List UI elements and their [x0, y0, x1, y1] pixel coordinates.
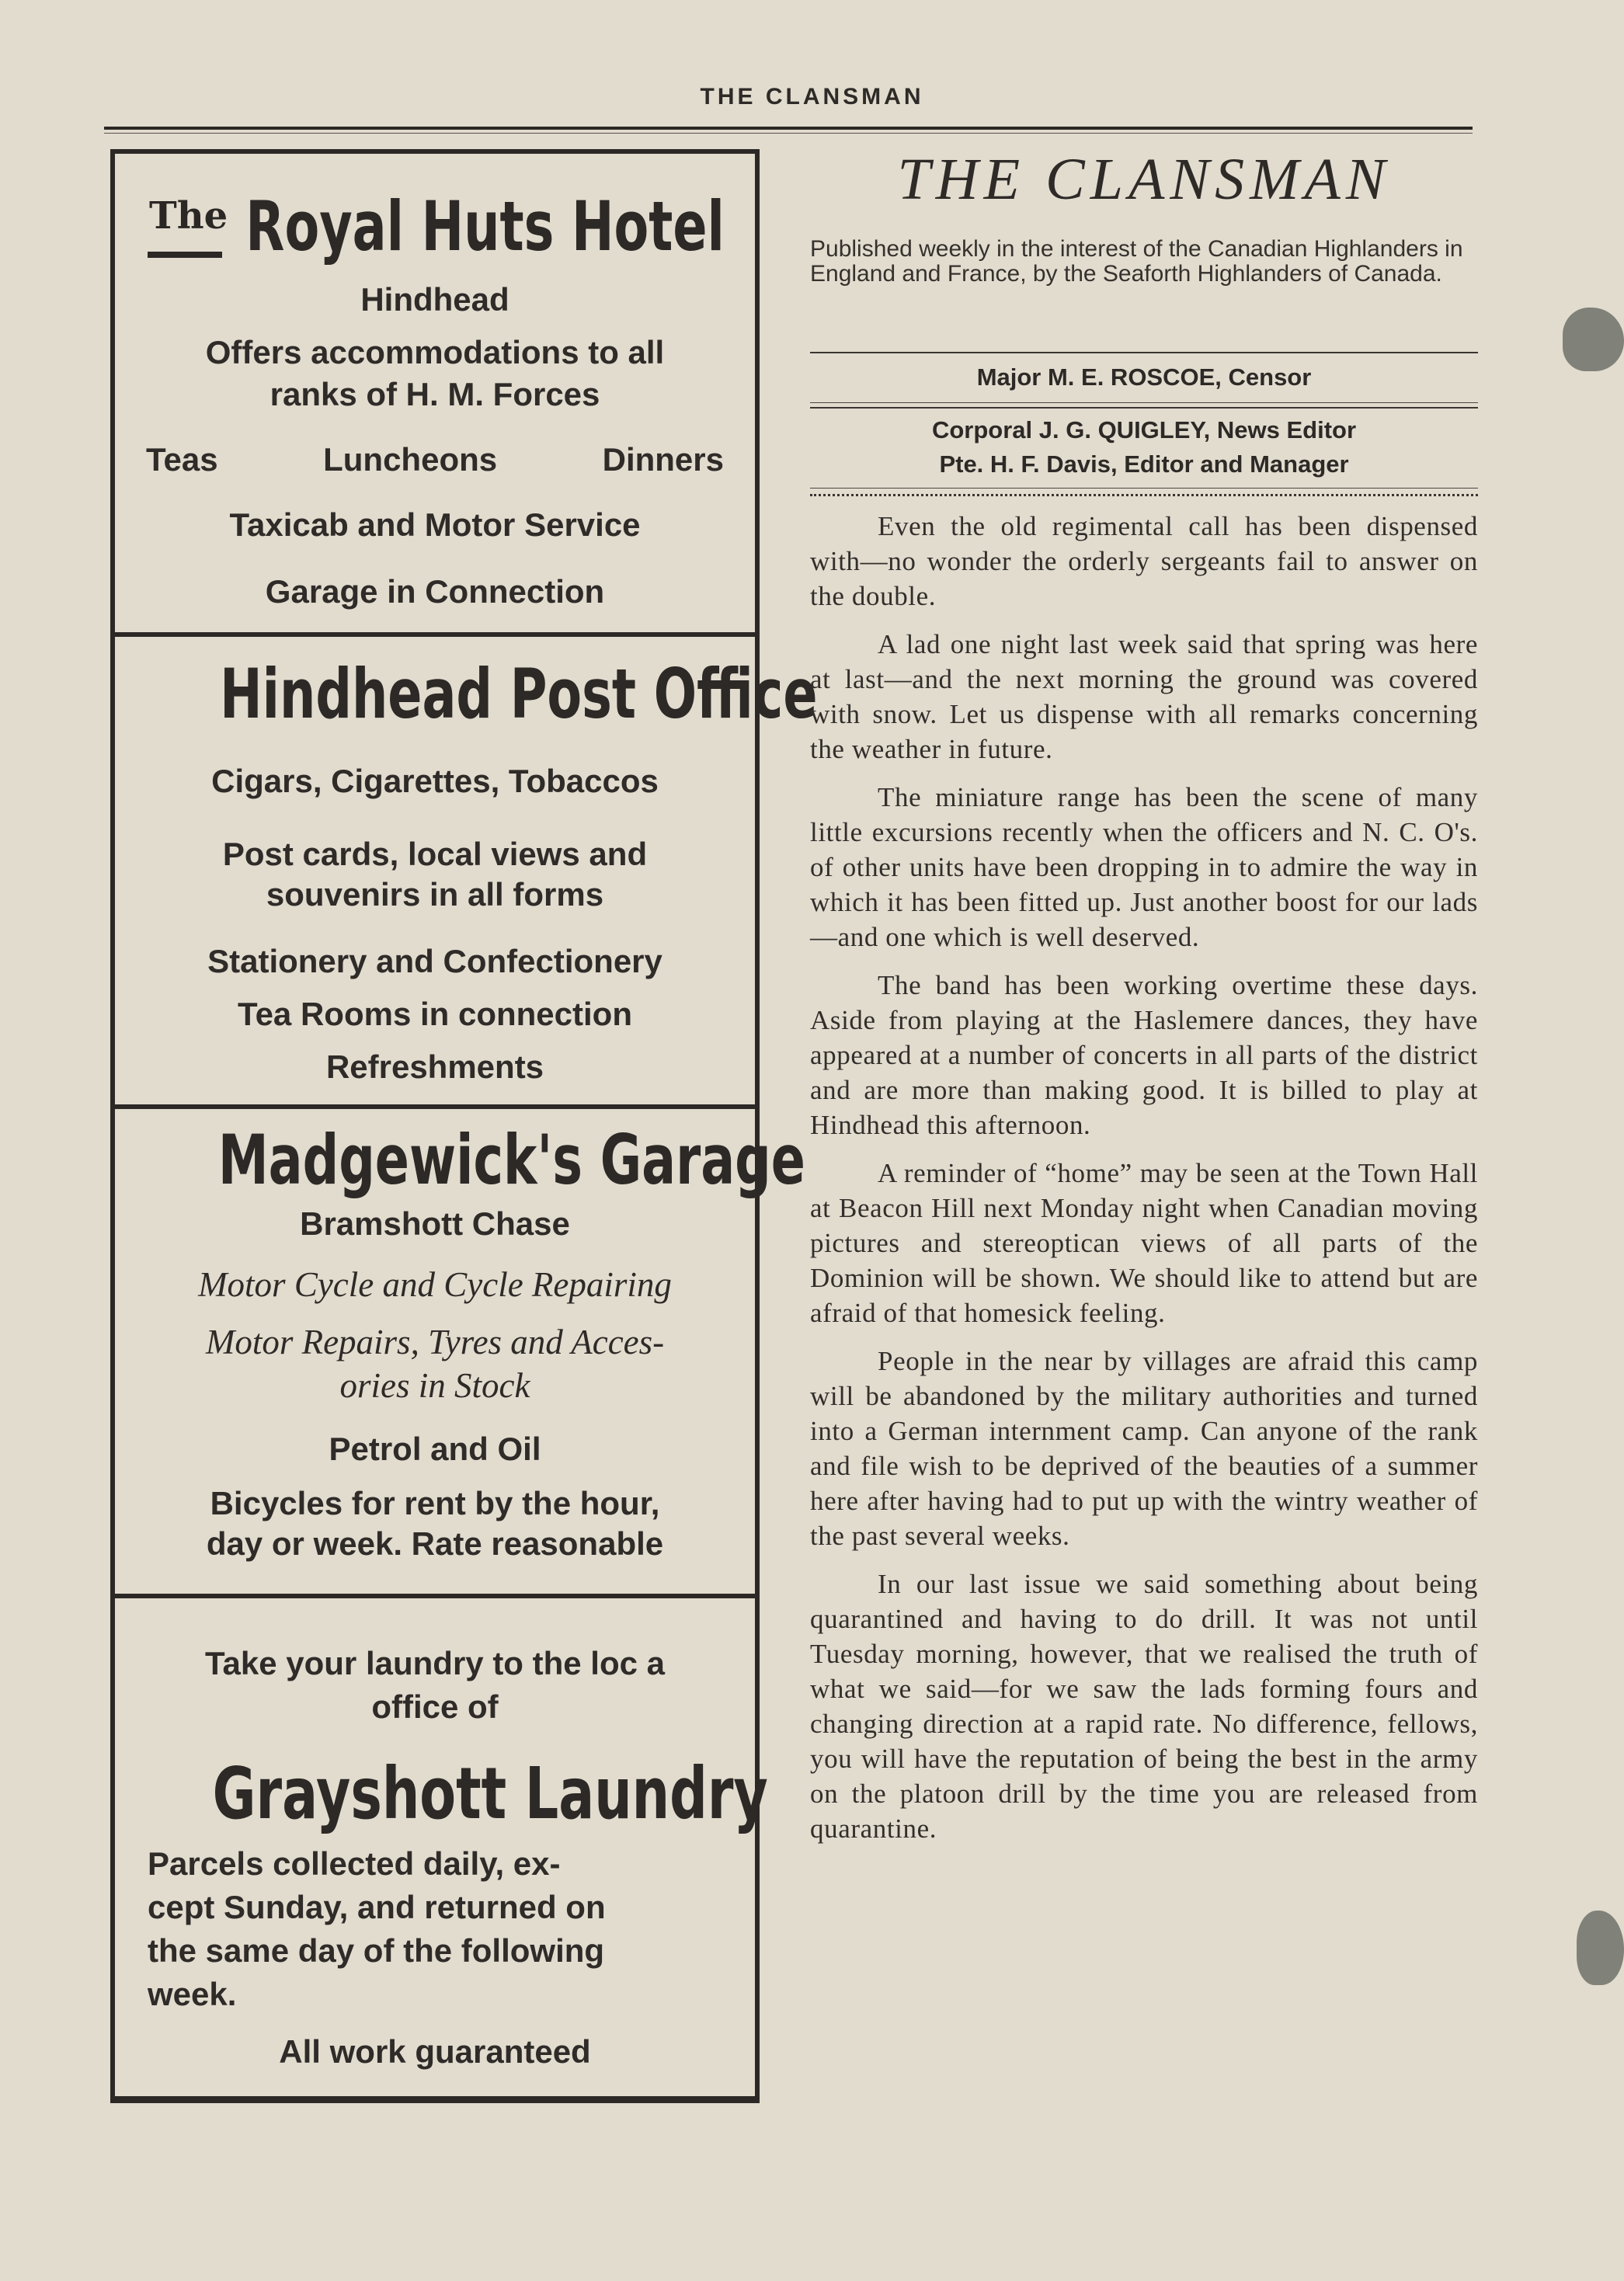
ad-title: Royal Huts Hotel	[245, 186, 725, 266]
ad-line: Petrol and Oil	[329, 1431, 541, 1467]
article-paragraph: The miniature range has been the scene of many little excursions recently when the officers and N. C. O's. of other units have been dropping in to admire the way in which it has been fitted up. Just another boost for our lads—and one which is well deserved.	[810, 782, 1478, 952]
staff-censor: Major M. E. ROSCOE, Censor	[976, 363, 1312, 391]
ad-title: Hindhead Post Office	[220, 654, 818, 734]
ad-line: Cigars, Cigarettes, Tobaccos	[211, 763, 659, 799]
ad-location: Hindhead	[360, 281, 509, 318]
ad-line: day or week. Rate reasonable	[206, 1525, 664, 1562]
article-paragraph: In our last issue we said something about being quarantined and having to do drill. It was not until Tuesday morning, however, that we realised the truth of what we said—for we saw the lads forming fours and changing direction at a rapid rate. No difference, fellows, you will have the reputation of being the best in the army on the platoon drill by the time you are released from quarantine.	[810, 1569, 1478, 1844]
ad-body-line: cept Sunday, and returned on	[148, 1889, 606, 1925]
masthead-rule	[810, 402, 1478, 403]
ad-meal-item: Luncheons	[323, 441, 498, 478]
ad-line: Post cards, local views and	[222, 836, 648, 872]
masthead-rule	[810, 352, 1478, 353]
header-rule-thin	[104, 133, 1473, 134]
ad-line: Bicycles for rent by the hour,	[210, 1485, 660, 1521]
ad-line: ories in Stock	[339, 1366, 530, 1405]
ad-grayshott-laundry	[110, 1594, 768, 2103]
ad-intro: Take your laundry to the loc a	[204, 1645, 666, 1681]
ad-line: souvenirs in all forms	[266, 876, 604, 913]
ad-guarantee: All work guaranteed	[279, 2033, 591, 2070]
editorial-notes	[810, 509, 1478, 1859]
ad-body-line: the same day of the following	[148, 1932, 605, 1969]
running-head: THE CLANSMAN	[700, 84, 924, 110]
masthead-rule	[810, 488, 1478, 489]
ad-line: Stationery and Confectionery	[207, 943, 662, 979]
ad-line: Motor Cycle and Cycle Repairing	[198, 1265, 672, 1304]
masthead-dotted-rule	[810, 494, 1478, 496]
ad-madgewicks-garage	[110, 1104, 805, 1598]
publisher-note: Published weekly in the interest of the Canadian Highlanders in England and France, by the Seaforth Highlanders of Canada.	[810, 236, 1463, 287]
paper-stain	[1577, 1911, 1624, 1985]
masthead-rule	[810, 407, 1478, 409]
staff-news-editor: Corporal J. G. QUIGLEY, News Editor	[931, 416, 1357, 443]
staff-editor: Pte. H. F. Davis, Editor and Manager	[939, 450, 1349, 478]
ad-service-line: Taxicab and Motor Service	[229, 506, 641, 543]
header-rule	[104, 127, 1473, 130]
ad-body-line: Parcels collected daily, ex-	[148, 1845, 561, 1882]
article-paragraph: A lad one night last week said that spring was here at last—and the next morning the ground was covered with snow. Let us dispense with all remarks concerning the weather in future.	[810, 629, 1478, 764]
paper-stain	[1563, 308, 1624, 371]
ad-hindhead-post-office	[110, 632, 818, 1109]
ad-royal-huts-hotel	[110, 149, 760, 637]
ad-line: Tea Rooms in connection	[238, 996, 632, 1032]
article-paragraph: The band has been working overtime these days. Aside from playing at the Haslemere dances, they have appeared at a number of concerts in all parts of the district and are more than making good. It is billed to play at Hindhead this afternoon.	[810, 970, 1478, 1140]
article-paragraph: A reminder of “home” may be seen at the Town Hall at Beacon Hill next Monday night when Canadian moving pictures and stereoptican views of all parts of the Dominion will be shown. We should like to attend but are afraid of that homesick feeling.	[810, 1158, 1478, 1328]
ad-intro: office of	[371, 1688, 499, 1725]
ad-line: Refreshments	[325, 1048, 544, 1085]
ad-meal-item: Teas	[146, 441, 218, 478]
masthead-title: THE CLANSMAN	[897, 147, 1391, 212]
ad-offer-line: ranks of H. M. Forces	[270, 376, 600, 412]
ad-title: Grayshott Laundry	[212, 1752, 768, 1835]
ad-the-word: The	[149, 194, 228, 238]
ad-body-line: week.	[148, 1976, 237, 2012]
ad-meal-item: Dinners	[602, 441, 724, 478]
article-paragraph: Even the old regimental call has been dispensed with—no wonder the orderly sergeants fail to answer on the double.	[810, 511, 1478, 611]
ad-meals	[115, 441, 755, 478]
ad-offer-line: Offers accommodations to all	[205, 334, 665, 370]
ad-service-line: Garage in Connection	[265, 573, 605, 610]
ad-line: Motor Repairs, Tyres and Acces-	[205, 1323, 665, 1361]
ad-title: Madgewick's Garage	[217, 1120, 805, 1200]
article-paragraph: People in the near by villages are afraid this camp will be abandoned by the military authorities and turned into a German internment camp. Can anyone of the rank and file wish to be deprived of the beauties of a summer here after having had to put up with the wintry weather of the past several weeks.	[810, 1346, 1478, 1551]
ad-location: Bramshott Chase	[300, 1205, 570, 1242]
